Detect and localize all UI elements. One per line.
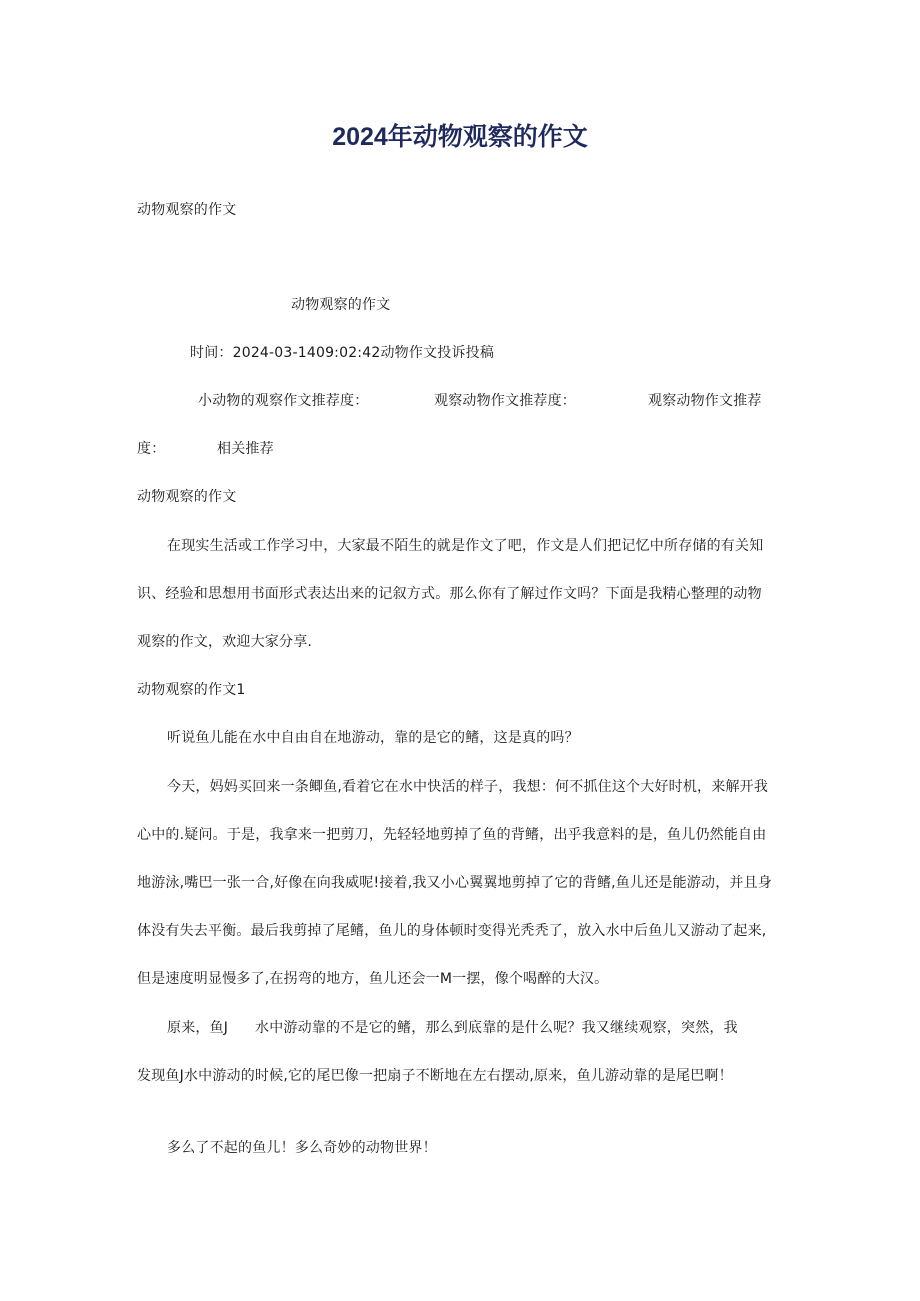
document-title: 2024年动物观察的作文 — [332, 123, 588, 151]
section-heading: 动物观察的作文 — [137, 489, 237, 505]
recommend-item-1: 小动物的观察作文推荐度： — [198, 393, 369, 409]
paragraph-line: 在现实生活或工作学习中，大家最不陌生的就是作文了吧，作文是人们把记忆中所存储的有关知 — [167, 538, 764, 554]
centered-heading: 动物观察的作文 — [291, 297, 391, 313]
paragraph-line: 发现鱼J水中游动的时候,它的尾巴像一把扇子不断地在左右摆动,原来，鱼儿游动靠的是尾巴啊！ — [137, 1068, 733, 1084]
meta-time-line: 时间：2024-03-1409:02:42动物作文投诉投稿 — [190, 345, 495, 361]
paragraph-line: 听说鱼儿能在水中自由自在地游动，靠的是它的鳍，这是真的吗？ — [167, 730, 579, 746]
paragraph-line: 体没有失去平衡。最后我剪掉了尾鳍，鱼儿的身体顿时变得光秃秃了，放入水中后鱼儿又游动了起来, — [137, 923, 767, 939]
paragraph-line-part: 水中游动靠的不是它的鳍，那么到底靠的是什么呢？我又继续观察，突然，我 — [255, 1020, 738, 1036]
recommend-item-2: 观察动物作文推荐度： — [434, 393, 576, 409]
related-recommend: 相关推荐 — [217, 441, 274, 457]
paragraph-line: 今天，妈妈买回来一条鲫鱼,看着它在水中快活的样子，我想：何不抓住这个大好时机，来解开我 — [167, 779, 769, 795]
paragraph-line-part: 原来，鱼J — [167, 1020, 229, 1036]
paragraph-line: 心中的.疑问。于是，我拿来一把剪刀，先轻轻地剪掉了鱼的背鳍，出乎我意料的是，鱼儿仍然能自由 — [137, 827, 767, 843]
paragraph-line: 地游泳,嘴巴一张一合,好像在向我威呢!接着,我又小心翼翼地剪掉了它的背鳍,鱼儿还是能游动，并且身 — [137, 875, 773, 891]
essay-heading: 动物观察的作文1 — [137, 682, 246, 698]
paragraph-line: 但是速度明显慢多了,在拐弯的地方，鱼儿还会一M一摆，像个喝醉的大汉。 — [137, 971, 609, 987]
paragraph-line: 观察的作文，欢迎大家分享. — [137, 634, 313, 650]
subtitle-line: 动物观察的作文 — [137, 202, 237, 218]
paragraph-line: 识、经验和思想用书面形式表达出来的记叙方式。那么你有了解过作文吗？下面是我精心整理的动物 — [137, 586, 762, 602]
recommend-item-3: 观察动物作文推荐 — [648, 393, 762, 409]
recommend-item-3-tail: 度： — [137, 441, 166, 457]
closing-line: 多么了不起的鱼儿！多么奇妙的动物世界！ — [167, 1140, 437, 1156]
